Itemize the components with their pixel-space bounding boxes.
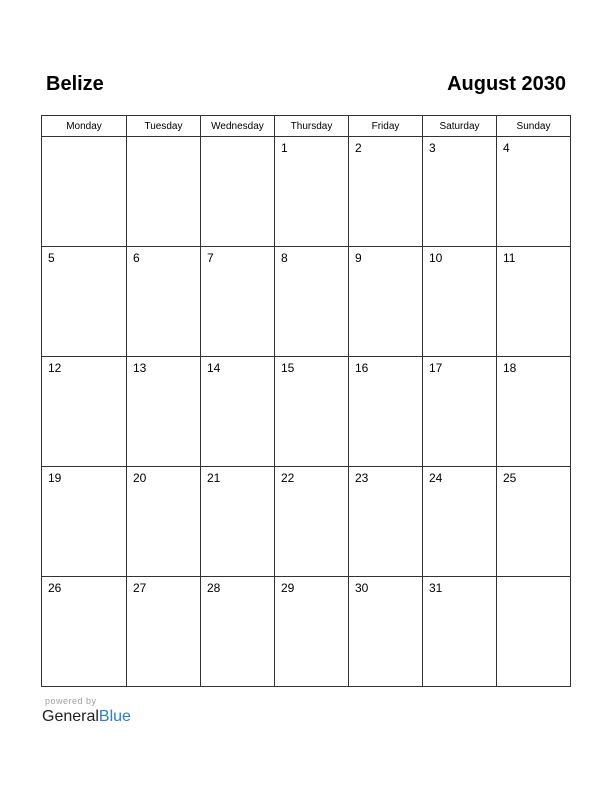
day-cell — [127, 247, 201, 357]
day-cell — [275, 577, 349, 687]
day-cell — [42, 137, 127, 247]
day-cell — [275, 247, 349, 357]
day-cell — [42, 247, 127, 357]
brand-general-text: General — [42, 708, 99, 725]
day-cell — [201, 467, 275, 577]
day-number: 31 — [429, 581, 443, 595]
day-number: 29 — [281, 581, 295, 595]
generalblue-logo[interactable] — [42, 707, 131, 727]
day-cell — [497, 577, 571, 687]
week-row — [42, 467, 571, 577]
day-cell — [275, 467, 349, 577]
day-number: 14 — [207, 361, 221, 375]
day-number — [42, 137, 126, 141]
day-number: 7 — [207, 251, 214, 265]
day-cell — [423, 577, 497, 687]
day-cell — [42, 357, 127, 467]
day-number: 2 — [355, 141, 362, 155]
day-cell — [497, 357, 571, 467]
day-cell — [201, 577, 275, 687]
day-number: 9 — [355, 251, 362, 265]
day-cell — [497, 467, 571, 577]
day-cell — [275, 137, 349, 247]
week-row — [42, 577, 571, 687]
day-number: 5 — [48, 251, 55, 265]
day-number: 18 — [503, 361, 517, 375]
week-row — [42, 357, 571, 467]
weekday-saturday: Saturday — [423, 116, 497, 137]
day-number: 6 — [133, 251, 140, 265]
day-number: 22 — [281, 471, 295, 485]
weekday-header-row — [42, 116, 571, 137]
day-number: 8 — [281, 251, 288, 265]
day-number: 16 — [355, 361, 369, 375]
day-number: 28 — [207, 581, 221, 595]
day-number: 25 — [503, 471, 517, 485]
day-cell — [497, 247, 571, 357]
day-cell — [497, 137, 571, 247]
weekday-tuesday: Tuesday — [127, 116, 201, 137]
day-cell — [201, 137, 275, 247]
footer-branding — [42, 696, 131, 727]
day-cell — [423, 247, 497, 357]
day-number — [497, 577, 570, 581]
day-cell — [423, 357, 497, 467]
week-row — [42, 137, 571, 247]
day-number: 20 — [133, 471, 147, 485]
day-cell — [349, 467, 423, 577]
day-cell — [127, 577, 201, 687]
day-cell — [201, 357, 275, 467]
day-number: 26 — [48, 581, 62, 595]
day-cell — [423, 467, 497, 577]
day-number: 21 — [207, 471, 221, 485]
day-cell — [423, 137, 497, 247]
day-number: 17 — [429, 361, 443, 375]
day-cell — [127, 137, 201, 247]
day-cell — [349, 137, 423, 247]
day-number: 30 — [355, 581, 369, 595]
weekday-sunday: Sunday — [497, 116, 571, 137]
calendar-grid — [41, 115, 571, 687]
day-number — [127, 137, 200, 141]
day-number: 3 — [429, 141, 436, 155]
day-cell — [349, 577, 423, 687]
weekday-wednesday: Wednesday — [201, 116, 275, 137]
day-cell — [349, 357, 423, 467]
brand-blue-text: Blue — [98, 708, 131, 725]
weekday-thursday: Thursday — [275, 116, 349, 137]
powered-by-label: powered by — [45, 696, 97, 706]
day-cell — [201, 247, 275, 357]
day-cell — [349, 247, 423, 357]
week-row — [42, 247, 571, 357]
day-number: 11 — [503, 251, 516, 265]
day-number: 15 — [281, 361, 295, 375]
day-cell — [127, 357, 201, 467]
day-cell — [127, 467, 201, 577]
day-number: 13 — [133, 361, 147, 375]
day-number: 23 — [355, 471, 369, 485]
day-cell — [42, 467, 127, 577]
day-cell — [42, 577, 127, 687]
month-year-title: August 2030 — [447, 73, 566, 95]
day-number: 27 — [133, 581, 147, 595]
weekday-friday: Friday — [349, 116, 423, 137]
day-number: 1 — [281, 141, 288, 155]
day-number — [201, 137, 274, 141]
day-number: 24 — [429, 471, 443, 485]
day-number: 19 — [48, 471, 62, 485]
day-number: 4 — [503, 141, 510, 155]
day-cell — [275, 357, 349, 467]
country-title: Belize — [46, 73, 104, 95]
day-number: 10 — [429, 251, 443, 265]
weekday-monday: Monday — [42, 116, 127, 137]
day-number: 12 — [48, 361, 62, 375]
